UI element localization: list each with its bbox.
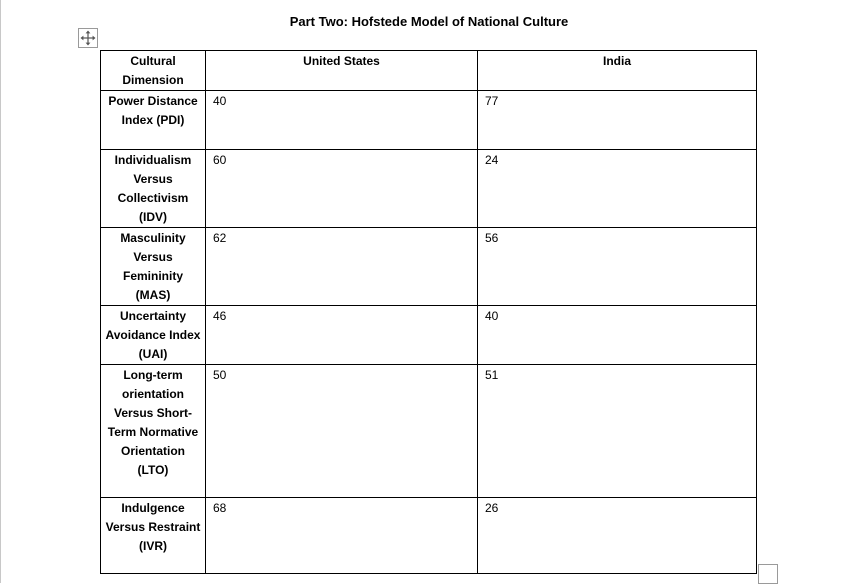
page-left-edge — [0, 0, 1, 583]
india-value-cell: 51 — [478, 365, 757, 498]
header-cultural-dimension: Cultural Dimension — [101, 51, 206, 91]
dimension-cell: Masculinity Versus Femininity (MAS) — [101, 228, 206, 306]
dimension-cell: Indulgence Versus Restraint (IVR) — [101, 498, 206, 574]
table-row — [101, 91, 757, 150]
move-arrows-icon — [80, 30, 96, 46]
table-row — [101, 306, 757, 365]
table-header-row — [101, 51, 757, 91]
dimension-cell: Power Distance Index (PDI) — [101, 91, 206, 150]
hofstede-table — [100, 50, 757, 574]
header-united-states: United States — [206, 51, 478, 91]
india-value-cell: 24 — [478, 150, 757, 228]
header-india: India — [478, 51, 757, 91]
dimension-cell: Long-term orientation Versus Short-Term Normative Orientation (LTO) — [101, 365, 206, 498]
india-value-cell: 56 — [478, 228, 757, 306]
india-value-cell: 40 — [478, 306, 757, 365]
table-resize-handle[interactable] — [758, 564, 778, 584]
document-title: Part Two: Hofstede Model of National Culture — [289, 14, 569, 29]
table-row — [101, 365, 757, 498]
us-value-cell: 62 — [206, 228, 478, 306]
us-value-cell: 68 — [206, 498, 478, 574]
table-move-handle[interactable] — [78, 28, 98, 48]
us-value-cell: 60 — [206, 150, 478, 228]
table-row — [101, 150, 757, 228]
table-row — [101, 228, 757, 306]
table-row — [101, 498, 757, 574]
dimension-cell: Uncertainty Avoidance Index (UAI) — [101, 306, 206, 365]
dimension-cell: Individualism Versus Collectivism (IDV) — [101, 150, 206, 228]
us-value-cell: 50 — [206, 365, 478, 498]
us-value-cell: 46 — [206, 306, 478, 365]
india-value-cell: 77 — [478, 91, 757, 150]
us-value-cell: 40 — [206, 91, 478, 150]
india-value-cell: 26 — [478, 498, 757, 574]
